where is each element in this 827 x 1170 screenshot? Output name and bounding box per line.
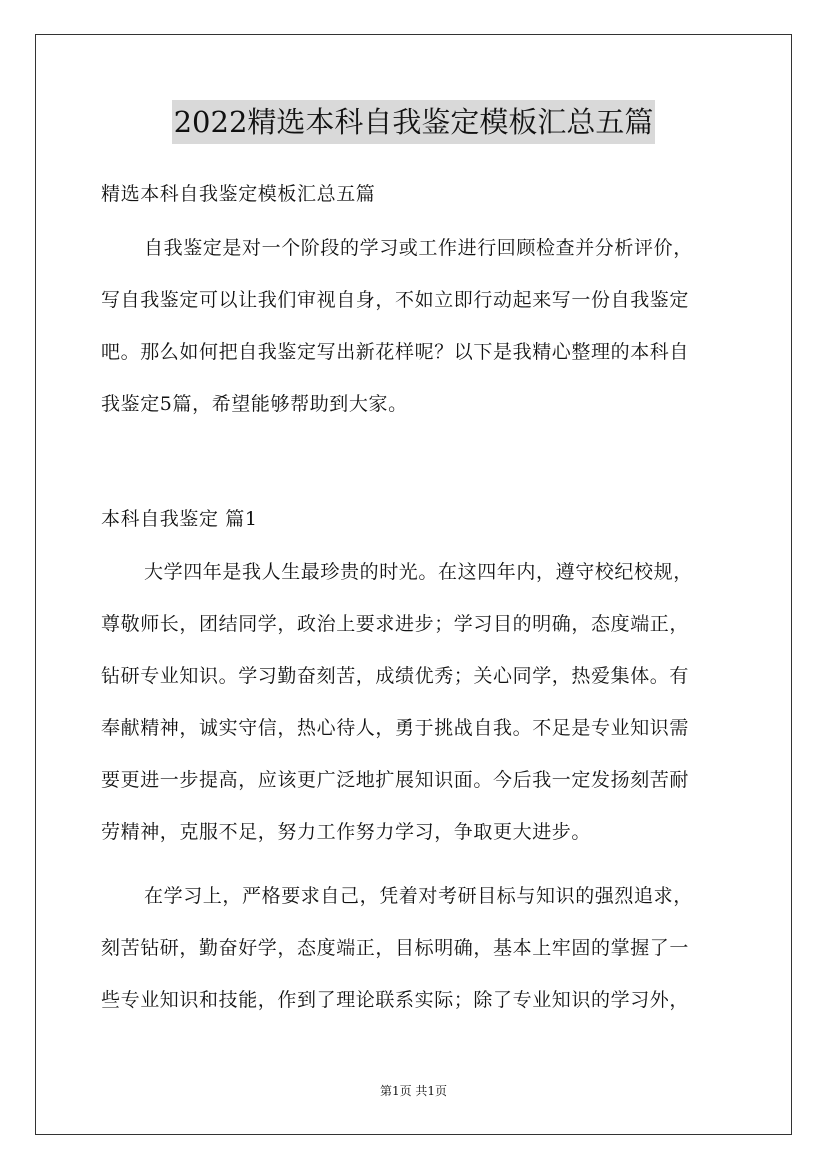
document-title xyxy=(0,100,827,144)
paragraph-line: 劳精神，克服不足，努力工作努力学习，争取更大进步。 xyxy=(101,821,592,843)
paragraph-line: 些专业知识和技能，作到了理论联系实际；除了专业知识的学习外， xyxy=(101,989,690,1011)
page-footer: 第1页 共1页 xyxy=(379,1084,448,1098)
section1-paragraph-2 xyxy=(101,870,728,1026)
document-subtitle: 精选本科自我鉴定模板汇总五篇 xyxy=(101,183,376,205)
paragraph-line: 钻研专业知识。学习勤奋刻苦，成绩优秀；关心同学，热爱集体。有 xyxy=(101,665,690,687)
paragraph-line: 要更进一步提高，应该更广泛地扩展知识面。今后我一定发扬刻苦耐 xyxy=(101,769,690,791)
intro-line: 写自我鉴定可以让我们审视自身，不如立即行动起来写一份自我鉴定 xyxy=(101,289,690,311)
paragraph-line: 刻苦钻研，勤奋好学，态度端正，目标明确，基本上牢固的掌握了一 xyxy=(101,937,690,959)
section1-paragraph-1 xyxy=(101,546,728,858)
paragraph-line: 尊敬师长，团结同学，政治上要求进步；学习目的明确，态度端正， xyxy=(101,613,690,635)
intro-line: 自我鉴定是对一个阶段的学习或工作进行回顾检查并分析评价， xyxy=(144,237,693,259)
paragraph-line: 大学四年是我人生最珍贵的时光。在这四年内，遵守校纪校规， xyxy=(144,561,693,583)
intro-line: 我鉴定5篇，希望能够帮助到大家。 xyxy=(101,393,408,415)
section-heading: 本科自我鉴定 篇1 xyxy=(101,508,258,530)
intro-paragraph xyxy=(101,222,728,430)
intro-line: 吧。那么如何把自我鉴定写出新花样呢？以下是我精心整理的本科自 xyxy=(101,341,690,363)
paragraph-line: 奉献精神，诚实守信，热心待人，勇于挑战自我。不足是专业知识需 xyxy=(101,717,690,739)
paragraph-line: 在学习上，严格要求自己，凭着对考研目标与知识的强烈追求， xyxy=(144,885,693,907)
document-title-text: 2022精选本科自我鉴定模板汇总五篇 xyxy=(172,100,656,144)
